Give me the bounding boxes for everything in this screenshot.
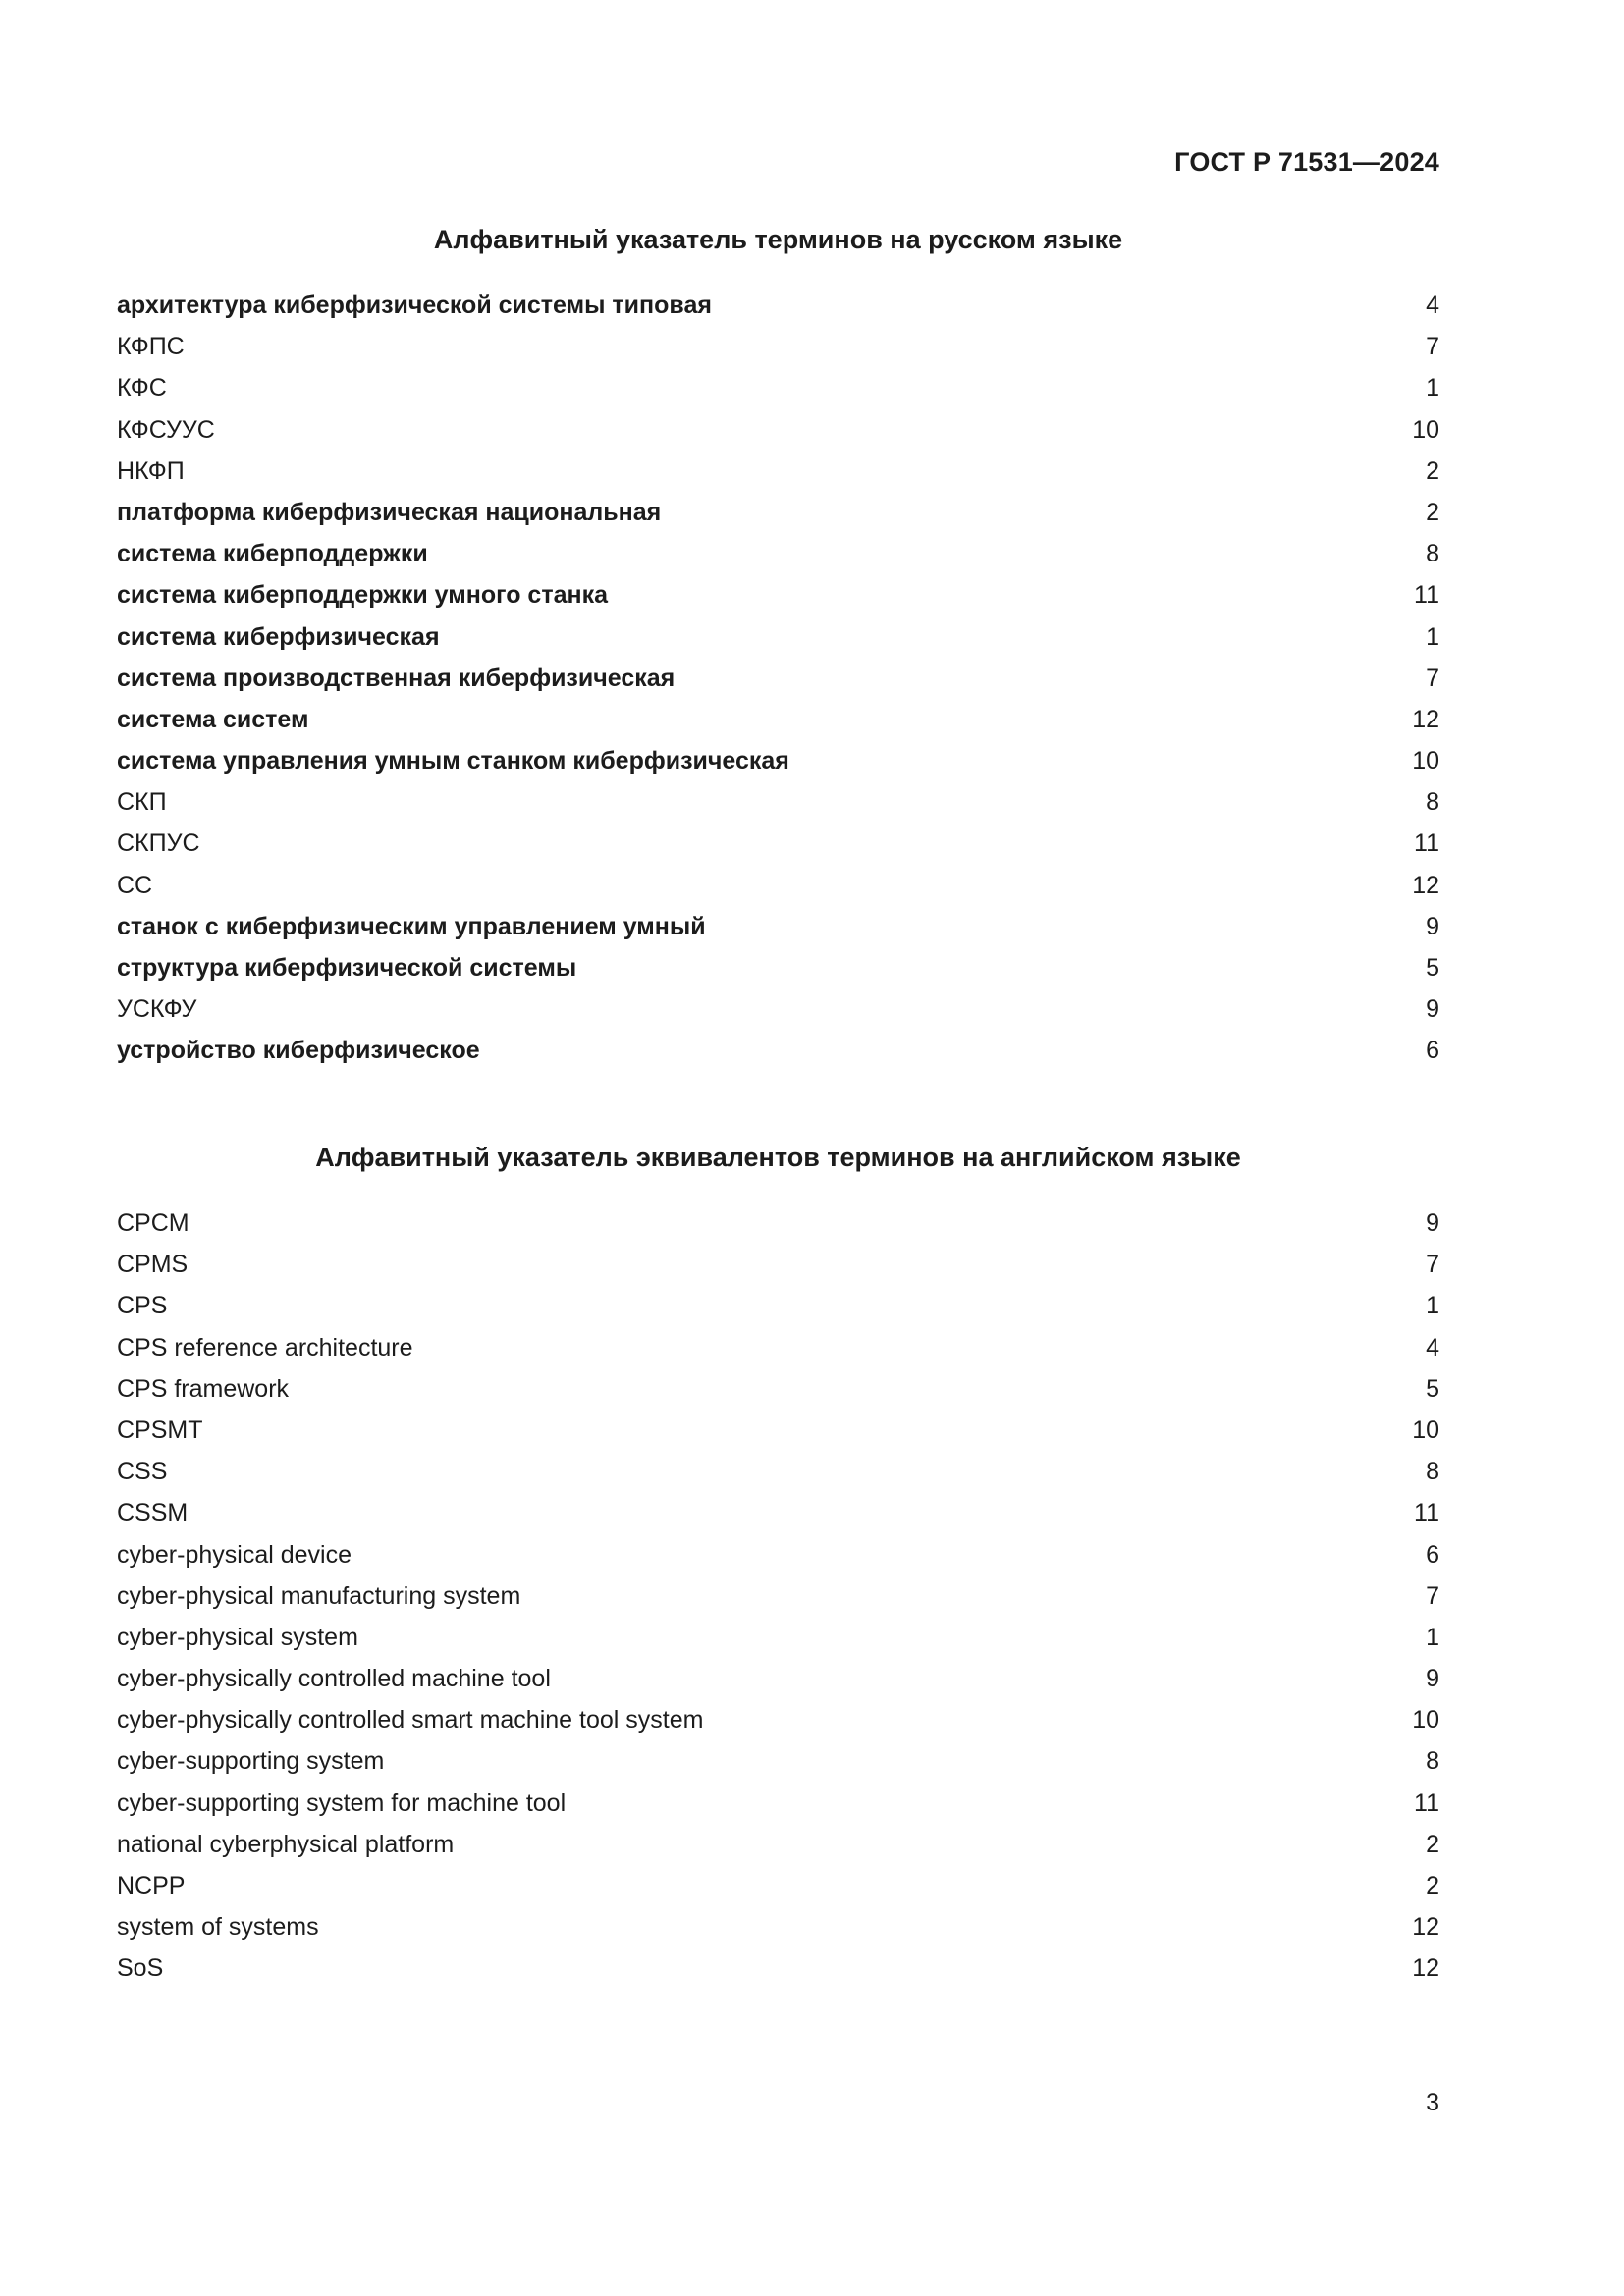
index-page-ref: 7 [1426, 1581, 1439, 1610]
index-term: СКПУС [117, 829, 200, 858]
index-page-ref: 9 [1426, 1665, 1439, 1693]
index-term: система систем [117, 705, 309, 733]
english-index-title: Алфавитный указатель эквивалентов терминов на английском языке [315, 1143, 1241, 1172]
index-term: cyber-physically controlled smart machine tool system [117, 1706, 704, 1735]
index-entry [117, 1534, 1439, 1575]
index-entry [117, 1202, 1439, 1244]
index-page-ref: 11 [1414, 581, 1439, 610]
index-entry [117, 492, 1439, 533]
index-page-ref: 10 [1412, 747, 1439, 775]
index-term: СС [117, 871, 153, 899]
index-entry [117, 1244, 1439, 1285]
index-page-ref: 8 [1426, 788, 1439, 817]
index-entry [117, 1948, 1439, 1989]
index-page-ref: 1 [1426, 622, 1439, 651]
index-term: CSSM [117, 1499, 189, 1527]
index-entry [117, 1492, 1439, 1533]
index-page-ref: 8 [1426, 540, 1439, 568]
index-entry [117, 326, 1439, 367]
index-page-ref: 11 [1414, 829, 1439, 858]
index-page-ref: 9 [1426, 912, 1439, 940]
document-code: ГОСТ Р 71531—2024 [1174, 147, 1439, 177]
index-term: станок с киберфизическим управлением умный [117, 912, 706, 940]
index-term: система киберподдержки [117, 540, 428, 568]
index-term: national cyberphysical platform [117, 1830, 455, 1858]
index-term: cyber-physically controlled machine tool [117, 1665, 551, 1693]
index-term: архитектура киберфизической системы типовая [117, 292, 712, 319]
index-entry [117, 616, 1439, 658]
index-term: CPSMT [117, 1415, 203, 1444]
index-term: устройство киберфизическое [117, 1037, 480, 1065]
index-page-ref: 8 [1426, 1747, 1439, 1776]
index-entry [117, 1658, 1439, 1699]
index-entry [117, 1327, 1439, 1368]
index-entry [117, 367, 1439, 408]
index-page-ref: 2 [1426, 1830, 1439, 1858]
index-term: КФС [117, 374, 167, 402]
index-term: NCPP [117, 1872, 186, 1899]
index-page-ref: 5 [1426, 1374, 1439, 1403]
index-term: CPS [117, 1292, 168, 1320]
index-entry [117, 1824, 1439, 1865]
index-page-ref: 1 [1426, 1623, 1439, 1651]
index-entry [117, 533, 1439, 574]
index-term: система управления умным станком киберфизическая [117, 747, 789, 775]
index-page-ref: 2 [1426, 456, 1439, 485]
index-term: CPS reference architecture [117, 1333, 413, 1362]
index-page-ref: 11 [1414, 1789, 1439, 1817]
russian-index-title: Алфавитный указатель терминов на русском языке [433, 225, 1123, 254]
index-term: УСКФУ [117, 995, 197, 1024]
index-term: CPCM [117, 1209, 189, 1237]
index-entry [117, 1865, 1439, 1906]
page-number: 3 [1426, 2089, 1439, 2116]
index-term: SoS [117, 1954, 164, 1983]
index-entry [117, 1740, 1439, 1782]
index-page-ref: 5 [1426, 954, 1439, 982]
index-page-ref: 12 [1412, 1913, 1439, 1942]
english-index-list [117, 1202, 1439, 1990]
index-page-ref: 10 [1412, 1706, 1439, 1735]
index-term: cyber-physical system [117, 1623, 358, 1651]
index-page-ref: 1 [1426, 1292, 1439, 1320]
index-entry [117, 1285, 1439, 1326]
index-term: НКФП [117, 456, 185, 485]
index-term: CPS framework [117, 1374, 290, 1403]
index-term: система киберподдержки умного станка [117, 581, 608, 610]
index-entry [117, 574, 1439, 615]
index-page-ref: 6 [1426, 1540, 1439, 1569]
index-page-ref: 12 [1412, 1954, 1439, 1983]
index-term: СКП [117, 788, 167, 817]
index-page-ref: 10 [1412, 415, 1439, 444]
index-page-ref: 7 [1426, 664, 1439, 692]
index-entry [117, 658, 1439, 699]
index-entry [117, 823, 1439, 864]
index-entry [117, 1410, 1439, 1451]
index-entry [117, 1368, 1439, 1410]
index-term: cyber-physical device [117, 1540, 352, 1569]
index-entry [117, 740, 1439, 781]
index-page-ref: 2 [1426, 498, 1439, 526]
index-page-ref: 8 [1426, 1458, 1439, 1486]
index-page-ref: 9 [1426, 1209, 1439, 1237]
index-entry [117, 1617, 1439, 1658]
index-page-ref: 9 [1426, 995, 1439, 1024]
index-entry [117, 1906, 1439, 1948]
index-term: cyber-supporting system [117, 1747, 385, 1776]
index-page-ref: 11 [1414, 1499, 1439, 1527]
index-page-ref: 12 [1412, 705, 1439, 733]
index-entry [117, 865, 1439, 906]
index-term: CPMS [117, 1251, 189, 1279]
index-entry [117, 699, 1439, 740]
index-entry [117, 988, 1439, 1030]
index-page-ref: 7 [1426, 1251, 1439, 1279]
index-entry [117, 1783, 1439, 1824]
index-entry [117, 947, 1439, 988]
index-page-ref: 4 [1426, 1333, 1439, 1362]
index-page-ref: 10 [1412, 1415, 1439, 1444]
index-page-ref: 7 [1426, 333, 1439, 361]
index-page-ref: 2 [1426, 1872, 1439, 1899]
index-term: система производственная киберфизическая [117, 664, 676, 692]
russian-index-list [117, 285, 1439, 1072]
index-page-ref: 4 [1426, 292, 1439, 319]
index-entry [117, 906, 1439, 947]
index-page-ref: 12 [1412, 871, 1439, 899]
index-term: система киберфизическая [117, 622, 440, 651]
index-entry [117, 1451, 1439, 1492]
index-entry [117, 409, 1439, 451]
index-term: cyber-supporting system for machine tool [117, 1789, 567, 1817]
index-entry [117, 1030, 1439, 1071]
index-entry [117, 285, 1439, 326]
index-term: cyber-physical manufacturing system [117, 1581, 521, 1610]
index-entry [117, 1575, 1439, 1617]
index-entry [117, 1699, 1439, 1740]
index-term: платформа киберфизическая национальная [117, 498, 662, 526]
index-entry [117, 781, 1439, 823]
index-term: структура киберфизической системы [117, 954, 577, 982]
index-term: system of systems [117, 1913, 319, 1942]
index-page-ref: 6 [1426, 1037, 1439, 1065]
index-term: КФПС [117, 333, 185, 361]
index-term: КФСУУС [117, 415, 215, 444]
index-entry [117, 451, 1439, 492]
index-page-ref: 1 [1426, 374, 1439, 402]
index-term: CSS [117, 1458, 168, 1486]
